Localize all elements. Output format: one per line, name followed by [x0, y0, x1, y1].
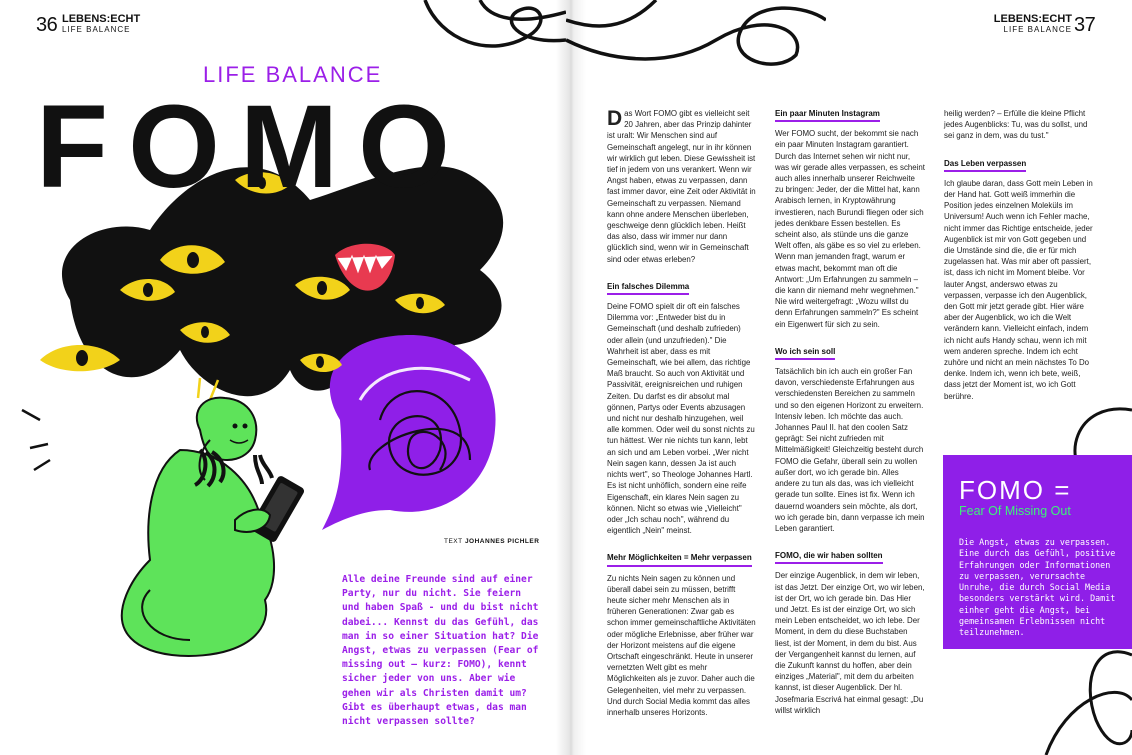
green-character: [122, 398, 306, 656]
credit-name: JOHANNES PICHLER: [464, 538, 540, 545]
subheading: Wo ich sein soll: [775, 346, 835, 360]
section-wo-ich-sein-soll: [775, 346, 925, 534]
page-number-left: 36: [36, 14, 58, 36]
paragraph: Zu nichts Nein sagen zu können und überall dabei sein zu müssen, betrifft heute sicher mehr Menschen als in früheren Generationen: Zwar gab es schon immer gemeinschaftliche Aktivitäten oder mögliche Erlebnisse, aber früher war der Horizont meistens auf die eigene Ortschaft eingeschränkt. Heute in unserer vernetzten Welt gibt es mehr Möglichkeiten als je zuvor. Daher auch die Gelegenheiten, viel mehr zu verpassen. Und durch Social Media kommt das alles innerhalb unseres Horizonts.: [607, 573, 756, 717]
main-title: FOMO: [36, 81, 470, 213]
subheading: Ein paar Minuten Instagram: [775, 108, 880, 122]
definition-title: FOMO =: [959, 475, 1072, 505]
article-column-2: [775, 108, 925, 716]
intro-paragraph: Das Wort FOMO gibt es vielleicht seit 20 Jahren, aber das Prinzip dahinter ist uralt: Wir Menschen sind auf Gemeinschaft angelegt, nur in ihr können wir wirklich gut leben. Diese Gewissheit ist tief in jedem von uns verankert. Wenn wir Angst haben, etwas zu verpassen, dann fast immer davor, eine Zeit oder Aktivität in Gemeinschaft zu verpassen. Niemand kann ohne andere Menschen überleben, geschweige denn glücklich leben. Heißt das also, dass wir immer nur dann glücklich sind, wenn wir in Gemeinschaft sind oder etwas erleben?: [607, 107, 756, 264]
page-number-right: 37: [1074, 14, 1096, 36]
magazine-name: LEBENS:ECHT: [993, 13, 1072, 25]
section-moeglichkeiten: [607, 552, 757, 718]
subheading: Ein falsches Dilemma: [607, 281, 689, 295]
paragraph: Deine FOMO spielt dir oft ein falsches Dilemma vor: „Entweder bist du in Gemeinschaft (und deshalb zufrieden) oder allein (und unzufrieden)." Die Wahrheit ist aber, dass es mit Gemeinschaft, wie bei allem, das richtige Maß braucht. So auch von Aktivität und Passivität, ereignisreichen und ruhigen Zeiten. Du darfst es dir absolut mal gönnen, Partys oder Events abzusagen und nicht nur deshalb hinzugehen, weil alle kommen. Oder weil du sonst nichts zu tun hättest. Wer nie nichts tun kann, lebt an sich und am Leben vorbei. „Wer nicht Nein sagen kann, dessen Ja ist auch nichts wert", so Theologe Johannes Hartl. Es ist nicht unhöflich, sondern eine reife Eigenschaft, ein klares Nein sagen zu können. Nicht so etwas wie „Vielleicht" oder „Ich schau noch", während du eigentlich „Nein" meinst.: [607, 302, 755, 536]
section-instagram: [775, 108, 925, 330]
drop-cap: D: [607, 107, 623, 130]
section-name: LIFE BALANCE: [62, 25, 131, 34]
definition-body: Die Angst, etwas zu verpassen. Eine durch das Gefühl, positive Erfahrungen oder Informationen zu verpassen, verursachte Unruhe, die durch Social Media besonders verstärkt wird. Damit einher geht die Angst, bei gemeinsamen Erlebnissen nicht teilzunehmen.: [959, 537, 1116, 638]
lead-text: Alle deine Freunde sind auf einer Party, nur du nicht. Sie feiern und haben Spaß - und du bist nicht dabei... Kennst du das Gefühl, das man in so einer Situation hat? Die Angst, etwas zu verpassen (Fear of missing out – kurz: FOMO), kennt sicher jeder von uns. Aber wie gehen wir als Christen damit um? Gibt es überhaupt etwas, das man nicht verpassen sollte?: [342, 574, 539, 728]
paragraph: Wer FOMO sucht, der bekommt sie nach ein paar Minuten Instagram garantiert. Durch das Internet sehen wir nicht nur, was wir gerade alles verpassen, es scheint auch alles innerhalb unserer Reichweite zu bringen: Jeder, der die Mittel hat, kann Arabisch lernen, in Kryptowährung investieren, nach Burundi fliegen oder sich jedes denkbare Essen bestellen. Es scheint also, als stünde uns die ganze Welt offen, als gäbe es so viel zu erleben. Wenn man jemanden fragt, warum er etwas macht, bekommt man oft die Antwort: „Um Erfahrungen zu sammeln – die kann dir niemand mehr wegnehmen." Nie wird weitergefragt: „Wozu willst du denn Erfahrungen sammeln?" Es scheint ein Eigenwert für sich zu sein.: [775, 129, 925, 329]
paragraph: heilig werden? – Erfülle die kleine Pflicht jedes Augenblicks: Tu, was du sollst, und sei ganz in dem, was du tust.": [944, 109, 1088, 141]
definition-subtitle: Fear Of Missing Out: [959, 504, 1071, 518]
subheading: FOMO, die wir haben sollten: [775, 550, 883, 564]
subheading: Mehr Möglichkeiten = Mehr verpassen: [607, 552, 752, 566]
paragraph: Ich glaube daran, dass Gott mein Leben in der Hand hat. Gott weiß immerhin die Position jedes einzelnen Moleküls im Universum! Auch wenn ich Fehler mache, nicht immer das Richtige entscheide, jeder Augenblick ist mir von Gott gegeben und die Umstände sind die, die er für mich zugelassen hat. Was mir aber oft passiert, ist, dass ich nicht im Moment bleibe. Vor lauter Angst, anderswo etwas zu verpassen, verpasse ich den Augenblick, den Gott mir jetzt gerade gibt. Hier wäre aber der Augenblick, wo ich die Welt verändern kann. Vielleicht einfach, indem ich nicht aufs Handy schau, wenn ich mit wem anderen spreche. Indem ich echt zuhöre und nicht an mein nächstes To Do denke. Indem ich, wenn ich bete, weiß, dass jetzt der Moment ist, wo ich Gott berühre.: [944, 178, 1093, 401]
section-dilemma: [607, 281, 757, 536]
definition-box: [943, 455, 1132, 649]
subheading: Das Leben verpassen: [944, 158, 1026, 172]
author-credit: [444, 538, 539, 545]
credit-label: TEXT: [444, 538, 463, 545]
article-column-1: [607, 108, 757, 718]
magazine-header-right: [994, 14, 1072, 35]
paragraph: Der einzige Augenblick, in dem wir leben, ist das Jetzt. Der einzige Ort, wo wir leben, ist der Ort, wo ich gerade bin. Das Hier und Jetzt. Es ist der einzige Ort, wo sich mein Leben entscheidet, wo ich lebe. Der Moment, in dem du diese Buchstaben liest, ist der Moment, in dem du bist. Aus der Vergangenheit kannst du lernen, auf die Zukunft kannst du hoffen, aber dein einziges „Material", mit dem du arbeiten kannst, ist dieser Augenblick. Der hl. Josefmaria Escrivá hat einmal gesagt: „Du willst wirklich: [775, 571, 925, 715]
section-fomo-die-wir-haben-sollten: [775, 550, 925, 716]
kicker: LIFE BALANCE: [203, 62, 383, 87]
magazine-name: LEBENS:ECHT: [62, 13, 141, 25]
article-column-3: [944, 108, 1094, 402]
section-das-leben-verpassen: [944, 158, 1094, 402]
section-name: LIFE BALANCE: [1003, 25, 1072, 34]
decorative-swirl-top-right: [566, 0, 826, 80]
paragraph: Tatsächlich bin ich auch ein großer Fan davon, verschiedenste Erfahrungen aus verschiedensten Bereichen zu sammeln und so den eigenen Horizont zu erweitern. Intensiv leben. Ich möchte das auch. Johannes Paul II. hat den coolen Satz geprägt: Sei nicht zufrieden mit Mittelmäßigkeit! Gleichzeitig besteht durch FOMO die Gefahr, überall sein zu wollen außer dort, wo ich gerade bin. Alles andere zu tun als das, was ich vielleicht gerade tun sollte. Eines ist fix. Wenn ich dauernd woanders sein möchte, als dort, wo ich gerade bin, dann verpasse ich mein Leben garantiert.: [775, 367, 925, 533]
